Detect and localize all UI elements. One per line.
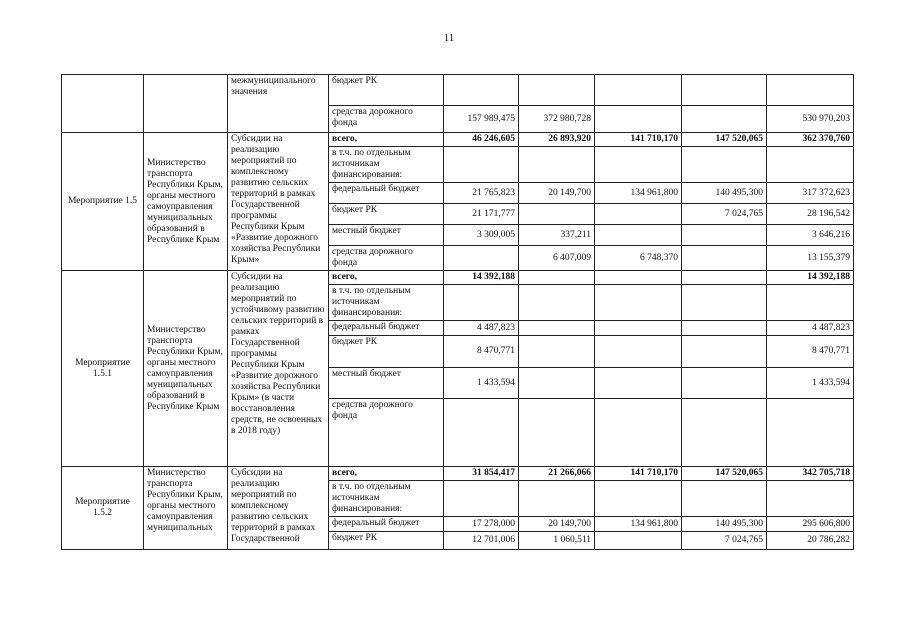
value-cell xyxy=(595,399,682,467)
executor-cell xyxy=(144,75,228,133)
event-cell: Мероприятие 1.5.1 xyxy=(62,271,144,467)
value-cell: 20 149,700 xyxy=(519,517,595,532)
source-cell: средства дорожного фонда xyxy=(329,246,444,271)
value-cell xyxy=(767,399,854,467)
value-cell: 337,211 xyxy=(519,225,595,246)
value-cell: 17 278,000 xyxy=(444,517,519,532)
value-cell: 134 961,800 xyxy=(595,183,682,204)
source-cell: федеральный бюджет xyxy=(329,321,444,336)
value-cell: 8 470,771 xyxy=(444,336,519,368)
value-cell: 46 246,605 xyxy=(444,133,519,147)
value-cell: 4 487,823 xyxy=(444,321,519,336)
value-cell: 1 060,511 xyxy=(519,532,595,550)
event-cell xyxy=(62,75,144,133)
budget-table xyxy=(61,74,854,550)
value-cell: 134 961,800 xyxy=(595,517,682,532)
value-cell: 140 495,300 xyxy=(682,183,767,204)
executor-cell: Министерство транспорта Республики Крым, органы местного самоуправления муниципальных образований в Республике Крым xyxy=(144,133,228,271)
value-cell xyxy=(595,336,682,368)
value-cell xyxy=(595,532,682,550)
source-cell: средства дорожного фонда xyxy=(329,106,444,133)
value-cell xyxy=(519,147,595,183)
page-number: 11 xyxy=(443,32,455,44)
description-cell: Субсидии на реализацию мероприятий по комплексному развитию сельских территорий в рамках Государственной xyxy=(228,467,329,550)
value-cell xyxy=(682,399,767,467)
value-cell xyxy=(444,147,519,183)
value-cell: 7 024,765 xyxy=(682,204,767,225)
value-cell: 6 407,009 xyxy=(519,246,595,271)
value-cell: 8 470,771 xyxy=(767,336,854,368)
value-cell: 3 646,216 xyxy=(767,225,854,246)
value-cell xyxy=(519,204,595,225)
value-cell: 20 786,282 xyxy=(767,532,854,550)
value-cell: 28 196,542 xyxy=(767,204,854,225)
value-cell: 26 893,920 xyxy=(519,133,595,147)
value-cell xyxy=(682,368,767,399)
value-cell xyxy=(444,75,519,106)
value-cell xyxy=(519,285,595,321)
value-cell: 13 155,379 xyxy=(767,246,854,271)
value-cell xyxy=(682,225,767,246)
value-cell xyxy=(767,285,854,321)
description-cell: межмуниципального значения xyxy=(228,75,329,133)
value-cell: 21 266,066 xyxy=(519,467,595,481)
value-cell xyxy=(682,246,767,271)
value-cell xyxy=(595,106,682,133)
source-cell: средства дорожного фонда xyxy=(329,399,444,467)
value-cell xyxy=(595,147,682,183)
table-row xyxy=(62,133,854,147)
value-cell xyxy=(682,336,767,368)
table-row xyxy=(62,75,854,106)
value-cell: 141 710,170 xyxy=(595,467,682,481)
value-cell xyxy=(682,75,767,106)
value-cell: 4 487,823 xyxy=(767,321,854,336)
value-cell: 20 149,700 xyxy=(519,183,595,204)
value-cell xyxy=(682,271,767,285)
value-cell: 530 970,203 xyxy=(767,106,854,133)
value-cell: 14 392,188 xyxy=(444,271,519,285)
source-cell: федеральный бюджет xyxy=(329,183,444,204)
value-cell: 295 606,800 xyxy=(767,517,854,532)
value-cell xyxy=(595,321,682,336)
table-row xyxy=(62,467,854,481)
executor-cell: Министерство транспорта Республики Крым, органы местного самоуправления муниципальных xyxy=(144,467,228,550)
value-cell: 12 701,006 xyxy=(444,532,519,550)
value-cell xyxy=(519,368,595,399)
value-cell: 342 705,718 xyxy=(767,467,854,481)
source-cell: в т.ч. по отдельным источникам финансирования: xyxy=(329,147,444,183)
description-cell: Субсидии на реализацию мероприятий по устойчивому развитию сельских территорий в рамках Государственной программы Республики Крым «Развитие дорожного хозяйства Республики Крым» (в части восстановления средств, не освоенных в 2018 году) xyxy=(228,271,329,467)
value-cell: 3 309,005 xyxy=(444,225,519,246)
source-cell: бюджет РК xyxy=(329,336,444,368)
value-cell xyxy=(519,321,595,336)
value-cell xyxy=(682,106,767,133)
value-cell: 31 854,417 xyxy=(444,467,519,481)
value-cell: 6 748,370 xyxy=(595,246,682,271)
value-cell xyxy=(595,368,682,399)
value-cell: 147 520,065 xyxy=(682,133,767,147)
value-cell xyxy=(519,481,595,517)
value-cell xyxy=(682,321,767,336)
value-cell xyxy=(519,336,595,368)
value-cell xyxy=(444,399,519,467)
value-cell: 147 520,065 xyxy=(682,467,767,481)
value-cell: 362 370,760 xyxy=(767,133,854,147)
value-cell: 1 433,594 xyxy=(767,368,854,399)
value-cell: 7 024,765 xyxy=(682,532,767,550)
value-cell xyxy=(519,271,595,285)
value-cell: 372 980,728 xyxy=(519,106,595,133)
value-cell xyxy=(444,246,519,271)
value-cell: 21 765,823 xyxy=(444,183,519,204)
value-cell: 140 495,300 xyxy=(682,517,767,532)
value-cell xyxy=(595,75,682,106)
value-cell: 157 989,475 xyxy=(444,106,519,133)
executor-cell: Министерство транспорта Республики Крым, органы местного самоуправления муниципальных образований в Республике Крым xyxy=(144,271,228,467)
source-cell: бюджет РК xyxy=(329,75,444,106)
value-cell xyxy=(595,204,682,225)
event-cell: Мероприятие 1.5.2 xyxy=(62,467,144,550)
value-cell xyxy=(519,75,595,106)
value-cell xyxy=(767,75,854,106)
value-cell xyxy=(595,285,682,321)
source-cell: всего, xyxy=(329,271,444,285)
source-cell: в т.ч. по отдельным источникам финансирования: xyxy=(329,285,444,321)
source-cell: бюджет РК xyxy=(329,204,444,225)
value-cell xyxy=(682,481,767,517)
source-cell: в т.ч. по отдельным источникам финансирования: xyxy=(329,481,444,517)
value-cell: 1 433,594 xyxy=(444,368,519,399)
value-cell xyxy=(595,481,682,517)
source-cell: бюджет РК xyxy=(329,532,444,550)
value-cell xyxy=(767,147,854,183)
value-cell xyxy=(682,147,767,183)
value-cell: 21 171,777 xyxy=(444,204,519,225)
value-cell xyxy=(595,271,682,285)
source-cell: всего, xyxy=(329,467,444,481)
event-cell: Мероприятие 1.5 xyxy=(62,133,144,271)
value-cell: 14 392,188 xyxy=(767,271,854,285)
table-row xyxy=(62,271,854,285)
source-cell: местный бюджет xyxy=(329,368,444,399)
value-cell: 141 710,170 xyxy=(595,133,682,147)
source-cell: местный бюджет xyxy=(329,225,444,246)
value-cell xyxy=(444,481,519,517)
description-cell: Субсидии на реализацию мероприятий по комплексному развитию сельских территорий в рамках Государственной программы Республики Крым «Развитие дорожного хозяйства Республики Крым» xyxy=(228,133,329,271)
value-cell xyxy=(767,481,854,517)
value-cell xyxy=(444,285,519,321)
value-cell xyxy=(595,225,682,246)
value-cell: 317 372,623 xyxy=(767,183,854,204)
value-cell xyxy=(682,285,767,321)
source-cell: всего, xyxy=(329,133,444,147)
source-cell: федеральный бюджет xyxy=(329,517,444,532)
value-cell xyxy=(519,399,595,467)
